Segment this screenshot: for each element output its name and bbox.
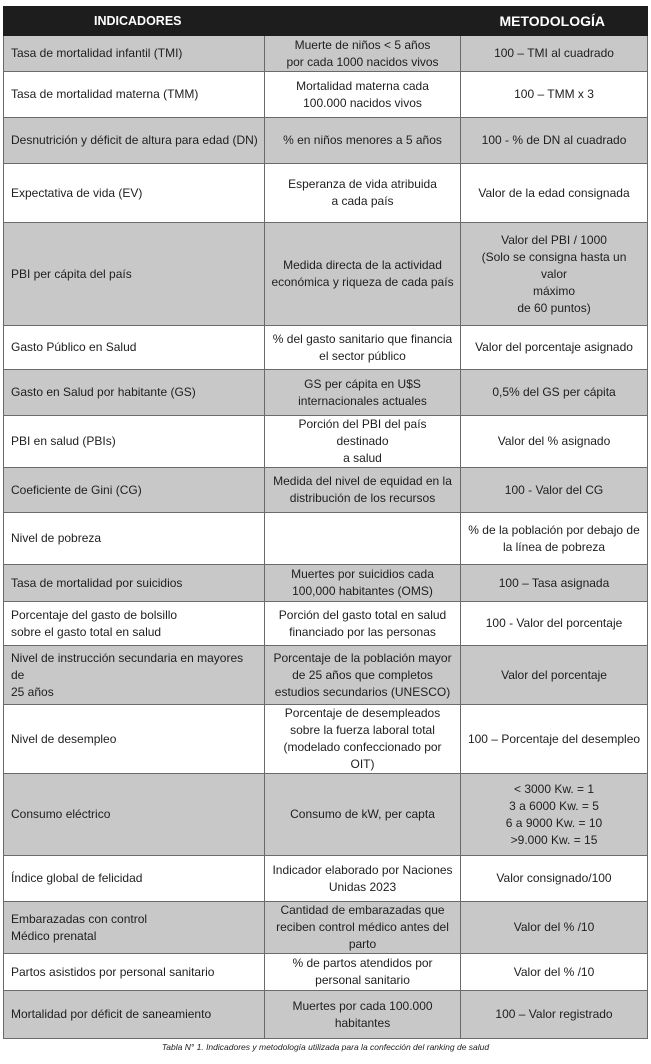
methodology-cell: Valor del % /10 bbox=[461, 902, 648, 954]
methodology-cell: Valor del % asignado bbox=[461, 416, 648, 468]
methodology-cell: 100 – Tasa asignada bbox=[461, 565, 648, 602]
table-row bbox=[4, 468, 648, 513]
indicator-cell: Gasto Público en Salud bbox=[4, 326, 265, 370]
table-row bbox=[4, 416, 648, 468]
indicator-cell: Tasa de mortalidad materna (TMM) bbox=[4, 72, 265, 118]
indicator-cell: Coeficiente de Gini (CG) bbox=[4, 468, 265, 513]
description-cell: Muerte de niños < 5 años por cada 1000 nacidos vivos bbox=[265, 36, 461, 72]
methodology-cell: Valor del porcentaje bbox=[461, 646, 648, 705]
indicator-cell: Tasa de mortalidad por suicidios bbox=[4, 565, 265, 602]
description-cell: % del gasto sanitario que financia el sector público bbox=[265, 326, 461, 370]
methodology-cell: 100 – Porcentaje del desempleo bbox=[461, 705, 648, 774]
description-cell: Mortalidad materna cada 100.000 nacidos vivos bbox=[265, 72, 461, 118]
table-row bbox=[4, 513, 648, 565]
methodology-cell: Valor del % /10 bbox=[461, 954, 648, 991]
header-indicadores: INDICADORES bbox=[4, 7, 461, 36]
indicator-cell: Tasa de mortalidad infantil (TMI) bbox=[4, 36, 265, 72]
methodology-cell: 100 – TMI al cuadrado bbox=[461, 36, 648, 72]
table-row bbox=[4, 164, 648, 223]
table-row bbox=[4, 326, 648, 370]
methodology-cell: 100 - % de DN al cuadrado bbox=[461, 118, 648, 164]
table-row bbox=[4, 902, 648, 954]
table-row bbox=[4, 646, 648, 705]
description-cell: Muertes por cada 100.000 habitantes bbox=[265, 991, 461, 1039]
table-row bbox=[4, 223, 648, 326]
table-row bbox=[4, 954, 648, 991]
indicator-cell: Desnutrición y déficit de altura para edad (DN) bbox=[4, 118, 265, 164]
description-cell: Cantidad de embarazadas que reciben control médico antes del parto bbox=[265, 902, 461, 954]
description-cell bbox=[265, 513, 461, 565]
indicator-cell: Nivel de desempleo bbox=[4, 705, 265, 774]
table-row bbox=[4, 118, 648, 164]
table-header-row bbox=[4, 7, 648, 36]
description-cell: Medida directa de la actividad económica y riqueza de cada país bbox=[265, 223, 461, 326]
methodology-cell: % de la población por debajo de la línea de pobreza bbox=[461, 513, 648, 565]
indicator-cell: Porcentaje del gasto de bolsillo sobre el gasto total en salud bbox=[4, 602, 265, 646]
description-cell: Medida del nivel de equidad en la distribución de los recursos bbox=[265, 468, 461, 513]
description-cell: Muertes por suicidios cada 100,000 habitantes (OMS) bbox=[265, 565, 461, 602]
methodology-cell: 100 - Valor del porcentaje bbox=[461, 602, 648, 646]
methodology-cell: Valor consignado/100 bbox=[461, 856, 648, 902]
indicator-cell: Embarazadas con control Médico prenatal bbox=[4, 902, 265, 954]
methodology-cell: 100 – TMM x 3 bbox=[461, 72, 648, 118]
description-cell: GS per cápita en U$S internacionales actuales bbox=[265, 370, 461, 416]
indicator-cell: Nivel de instrucción secundaria en mayores de 25 años bbox=[4, 646, 265, 705]
description-cell: Consumo de kW, per capta bbox=[265, 774, 461, 856]
description-cell: Porcentaje de desempleados sobre la fuerza laboral total (modelado confeccionado por OIT) bbox=[265, 705, 461, 774]
description-cell: Indicador elaborado por Naciones Unidas 2023 bbox=[265, 856, 461, 902]
table-row bbox=[4, 602, 648, 646]
methodology-cell: 100 – Valor registrado bbox=[461, 991, 648, 1039]
table-row bbox=[4, 774, 648, 856]
indicators-table-container bbox=[3, 6, 647, 1039]
description-cell: Porcentaje de la población mayor de 25 años que completos estudios secundarios (UNESCO) bbox=[265, 646, 461, 705]
table-row bbox=[4, 705, 648, 774]
methodology-cell: 0,5% del GS per cápita bbox=[461, 370, 648, 416]
methodology-cell: 100 - Valor del CG bbox=[461, 468, 648, 513]
indicator-cell: Gasto en Salud por habitante (GS) bbox=[4, 370, 265, 416]
indicator-cell: Índice global de felicidad bbox=[4, 856, 265, 902]
indicator-cell: Consumo eléctrico bbox=[4, 774, 265, 856]
table-row bbox=[4, 370, 648, 416]
table-row bbox=[4, 856, 648, 902]
table-row bbox=[4, 565, 648, 602]
indicator-cell: PBI en salud (PBIs) bbox=[4, 416, 265, 468]
description-cell: Porción del gasto total en salud financiado por las personas bbox=[265, 602, 461, 646]
description-cell: Porción del PBI del país destinado a salud bbox=[265, 416, 461, 468]
table-row bbox=[4, 36, 648, 72]
header-metodologia: METODOLOGÍA bbox=[461, 7, 648, 36]
indicator-cell: Expectativa de vida (EV) bbox=[4, 164, 265, 223]
table-row bbox=[4, 991, 648, 1039]
indicators-table bbox=[3, 6, 648, 1039]
indicator-cell: PBI per cápita del país bbox=[4, 223, 265, 326]
indicator-cell: Nivel de pobreza bbox=[4, 513, 265, 565]
methodology-cell: < 3000 Kw. = 1 3 a 6000 Kw. = 5 6 a 9000 Kw. = 10 >9.000 Kw. = 15 bbox=[461, 774, 648, 856]
indicator-cell: Mortalidad por déficit de saneamiento bbox=[4, 991, 265, 1039]
indicator-cell: Partos asistidos por personal sanitario bbox=[4, 954, 265, 991]
description-cell: % en niños menores a 5 años bbox=[265, 118, 461, 164]
description-cell: Esperanza de vida atribuida a cada país bbox=[265, 164, 461, 223]
description-cell: % de partos atendidos por personal sanitario bbox=[265, 954, 461, 991]
methodology-cell: Valor de la edad consignada bbox=[461, 164, 648, 223]
methodology-cell: Valor del porcentaje asignado bbox=[461, 326, 648, 370]
table-caption: Tabla N° 1. Indicadores y metodología utilizada para la confección del ranking de salud bbox=[161, 1042, 490, 1052]
methodology-cell: Valor del PBI / 1000 (Solo se consigna hasta un valor máximo de 60 puntos) bbox=[461, 223, 648, 326]
table-row bbox=[4, 72, 648, 118]
